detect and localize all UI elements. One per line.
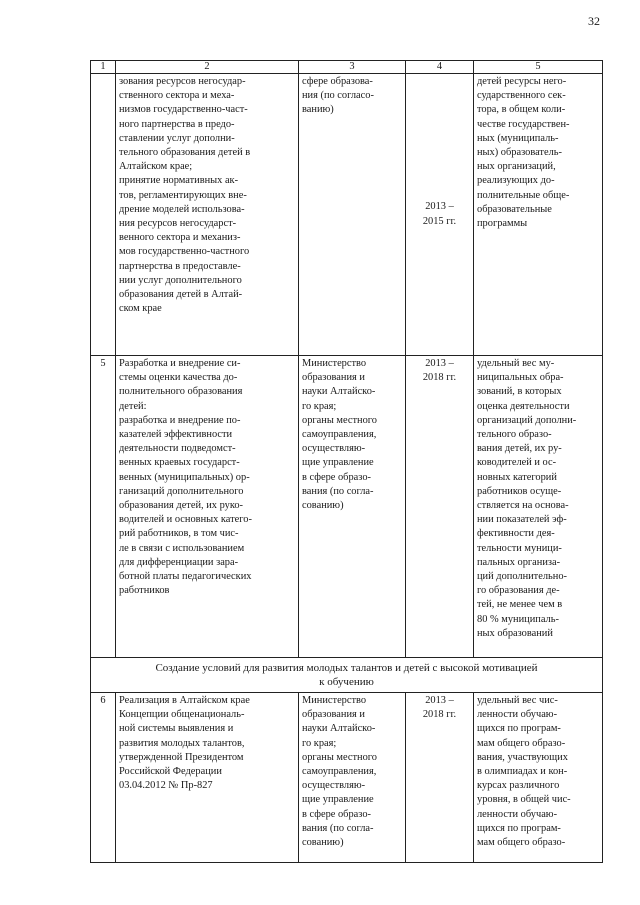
period-text: 2013 – 2015 гг. — [422, 201, 457, 227]
measure-text: Разработка и внедрение си- стемы оценки качества до- полнительного образования детей: разработка и внедрение по- казателей эффективности деятельности подведомст- венных краевых государст- венных (муниципальных) ор- ганизаций дополнительного образования детей, их руко- водителей и основных катего- рий работников, в том чис- ле в связи с использованием для дифференциации зара- ботной платы педагогических работников — [119, 358, 252, 597]
row-number: 6 — [91, 693, 116, 863]
period-text: 2013 – 2018 гг. — [422, 695, 457, 721]
responsible-party — [299, 693, 406, 863]
indicator-text: детей ресурсы него- сударственного сек- тора, в общем коли- честве государствен- ных (муниципаль- ных) образователь- ных организаций, реализующих до- полнительные обще- образовательные программы — [477, 76, 570, 230]
indicator-cell — [474, 693, 603, 863]
section-title: Создание условий для развития молодых талантов и детей с высокой мотивацией к обучению — [155, 662, 538, 688]
section-title-cell — [91, 658, 603, 693]
measure-description — [116, 356, 299, 658]
period-cell — [406, 356, 474, 658]
responsible-text: Министерство образования и науки Алтайско- го края; органы местного самоуправления, осуществляю- щие управление в сфере образо- вания (по согла- сованию) — [302, 358, 377, 512]
responsible-text: сфере образова- ния (по согласо- ванию) — [302, 76, 374, 116]
column-header: 3 — [299, 61, 406, 74]
responsible-party — [299, 74, 406, 356]
period-cell — [406, 74, 474, 356]
indicator-text: удельный вес му- ниципальных обра- зований, в которых оценка деятельности организаций дополни- тельного образо- вания детей, их ру- ководителей и ос- новных категорий работников осуще- ствляется на основа- нии показателей эф- фективности дея- тельности муници- пальных организа- ций дополнительно- го образования де- тей, не менее чем в 80 % муниципаль- ных образований — [477, 358, 577, 639]
measure-text: Реализация в Алтайском крае Концепции общенациональ- ной системы выявления и развития молодых талантов, утвержденной Президентом Российской Федерации 03.04.2012 № Пр-827 — [119, 695, 250, 792]
row-number — [91, 74, 116, 356]
column-header: 5 — [474, 61, 603, 74]
page-number: 32 — [588, 14, 600, 28]
table-header-row — [91, 61, 603, 74]
period-text: 2013 – 2018 гг. — [422, 358, 457, 384]
column-header: 4 — [406, 61, 474, 74]
indicator-cell — [474, 356, 603, 658]
table-row — [91, 693, 603, 863]
section-row — [91, 658, 603, 693]
row-number: 5 — [91, 356, 116, 658]
table-row — [91, 74, 603, 356]
responsible-text: Министерство образования и науки Алтайско- го края; органы местного самоуправления, осуществляю- щие управление в сфере образо- вания (по согла- сованию) — [302, 695, 377, 849]
table-row — [91, 356, 603, 658]
column-header: 1 — [91, 61, 116, 74]
responsible-party — [299, 356, 406, 658]
column-header: 2 — [116, 61, 299, 74]
period-cell — [406, 693, 474, 863]
indicator-cell — [474, 74, 603, 356]
measure-description — [116, 74, 299, 356]
indicator-text: удельный вес чис- ленности обучаю- щихся по програм- мам общего образо- вания, участвующих в олимпиадах и кон- курсах различного уровня, в общей чис- ленности обучаю- щихся по програм- мам общего образо- — [477, 695, 571, 849]
plan-table — [90, 60, 603, 863]
measure-text: зования ресурсов негосудар- ственного сектора и меха- низмов государственно-част- ного партнерства в предо- ставлении услуг дополни- тельного образования детей в Алтайском крае; принятие нормативных ак- тов, регламентирующих вне- дрение моделей использова- ния ресурсов негосударст- венного сектора и механиз- мов государственно-частного партнерства в предоставле- нии услуг дополнительного образования детей в Алтай- ском крае — [119, 76, 251, 315]
measure-description — [116, 693, 299, 863]
